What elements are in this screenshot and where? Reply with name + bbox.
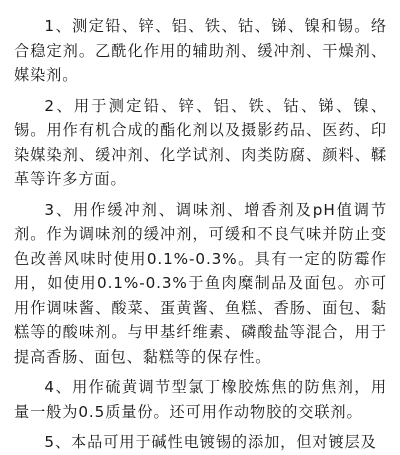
- paragraph-4: 4、用作硫黄调节型氯丁橡胶炼焦的防焦剂，用量一般为0.5质量份。还可用作动物胶的交联剂。: [14, 378, 387, 421]
- paragraph-2: 2、用于测定铅、锌、铝、铁、钴、锑、镍、锡。用作有机合成的酯化剂以及摄影药品、医药、印染媒染剂、缓冲剂、化学试剂、肉类防腐、颜料、鞣革等许多方面。: [14, 96, 387, 188]
- paragraph-1: 1、测定铅、锌、铝、铁、钴、锑、镍和锡。络合稳定剂。乙酰化作用的辅助剂、缓冲剂、干燥剂、媒染剂。: [14, 17, 387, 84]
- paragraph-3: 3、用作缓冲剂、调味剂、增香剂及pH值调节剂。作为调味剂的缓冲剂，可缓和不良气味并防止变色改善风味时使用0.1%-0.3%。具有一定的防霉作用，如使用0.1%-0.3%于鱼肉糜制品及面包。亦可用作调味酱、酸菜、蛋黄酱、鱼糕、香肠、面包、黏糕等的酸味剂。与甲基纤维素、磷酸盐等混合，用于提高香肠、面包、黏糕等的保存性。: [14, 200, 387, 366]
- paragraph-5: 5、本品可用于碱性电镀锡的添加，但对镀层及: [44, 433, 377, 451]
